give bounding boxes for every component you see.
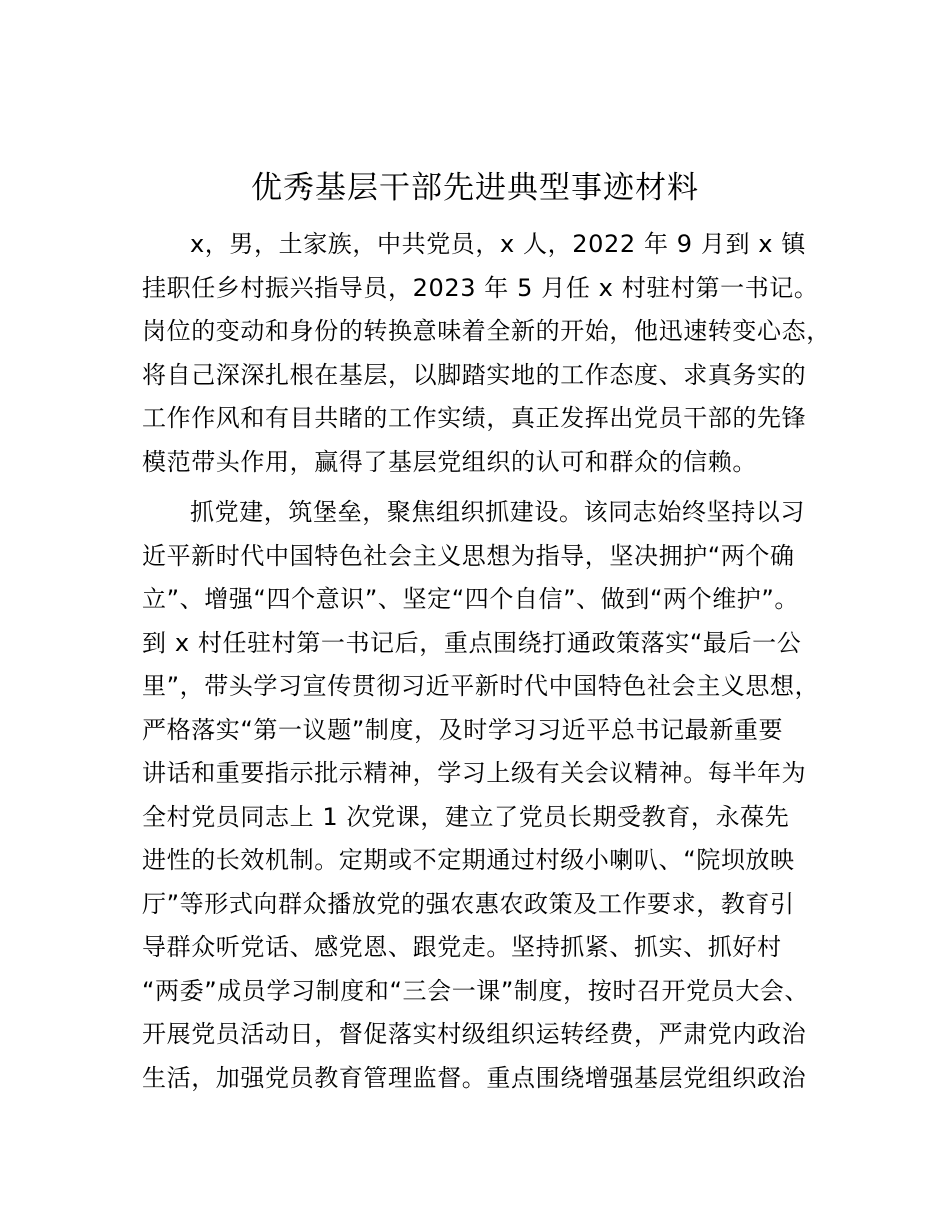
paragraph-line: 工作作风和有目共睹的工作实绩，真正发挥出党员干部的先锋	[142, 404, 807, 432]
document-title: 优秀基层干部先进典型事迹材料	[251, 170, 699, 206]
paragraph-line: 严格落实“第一议题”制度，及时学习习近平总书记最新重要	[142, 715, 784, 744]
paragraph-line: 立”、增强“四个意识”、坚定“四个自信”、做到“两个维护”。	[142, 585, 800, 613]
paragraph-1	[142, 223, 842, 484]
paragraph-line: 讲话和重要指示批示精神，学习上级有关会议精神。每半年为	[142, 759, 807, 787]
paragraph-line: 导群众听党话、感党恩、跟党走。坚持抓紧、抓实、抓好村	[142, 933, 782, 961]
paragraph-line: “两委”成员学习制度和“三会一课”制度，按时召开党员大会、	[142, 976, 810, 1005]
paragraph-line: 进性的长效机制。定期或不定期通过村级小喇叭、“院坝放映	[142, 846, 795, 874]
paragraph-line: 到 x 村任驻村第一书记后，重点围绕打通政策落实“最后一公	[142, 628, 802, 657]
paragraph-line: 抓党建，筑堡垒，聚焦组织抓建设。该同志始终坚持以习	[190, 498, 805, 526]
paragraph-line: 近平新时代中国特色社会主义思想为指导，坚决拥护“两个确	[142, 541, 795, 570]
paragraph-line: 里”，带头学习宣传贯彻习近平新时代中国特色社会主义思想，	[142, 672, 820, 700]
paragraph-line: 挂职任乡村振兴指导员，2023 年 5 月任 x 村驻村第一书记。	[142, 273, 819, 302]
paragraph-2	[142, 491, 842, 1100]
paragraph-line: 将自己深深扎根在基层，以脚踏实地的工作态度、求真务实的	[142, 360, 807, 389]
paragraph-line: 模范带头作用，赢得了基层党组织的认可和群众的信赖。	[142, 447, 757, 476]
paragraph-line: x，男，土家族，中共党员，x 人，2022 年 9 月到 x 镇	[190, 230, 806, 258]
paragraph-line: 全村党员同志上 1 次党课，建立了党员长期受教育，永葆先	[142, 802, 790, 831]
paragraph-line: 开展党员活动日，督促落实村级组织运转经费，严肃党内政治	[142, 1020, 807, 1048]
paragraph-line: 生活，加强党员教育管理监督。重点围绕增强基层党组织政治	[142, 1063, 807, 1092]
paragraph-line: 岗位的变动和身份的转换意味着全新的开始，他迅速转变心态，	[142, 317, 831, 345]
paragraph-line: 厅”等形式向群众播放党的强农惠农政策及工作要求，教育引	[142, 889, 795, 918]
